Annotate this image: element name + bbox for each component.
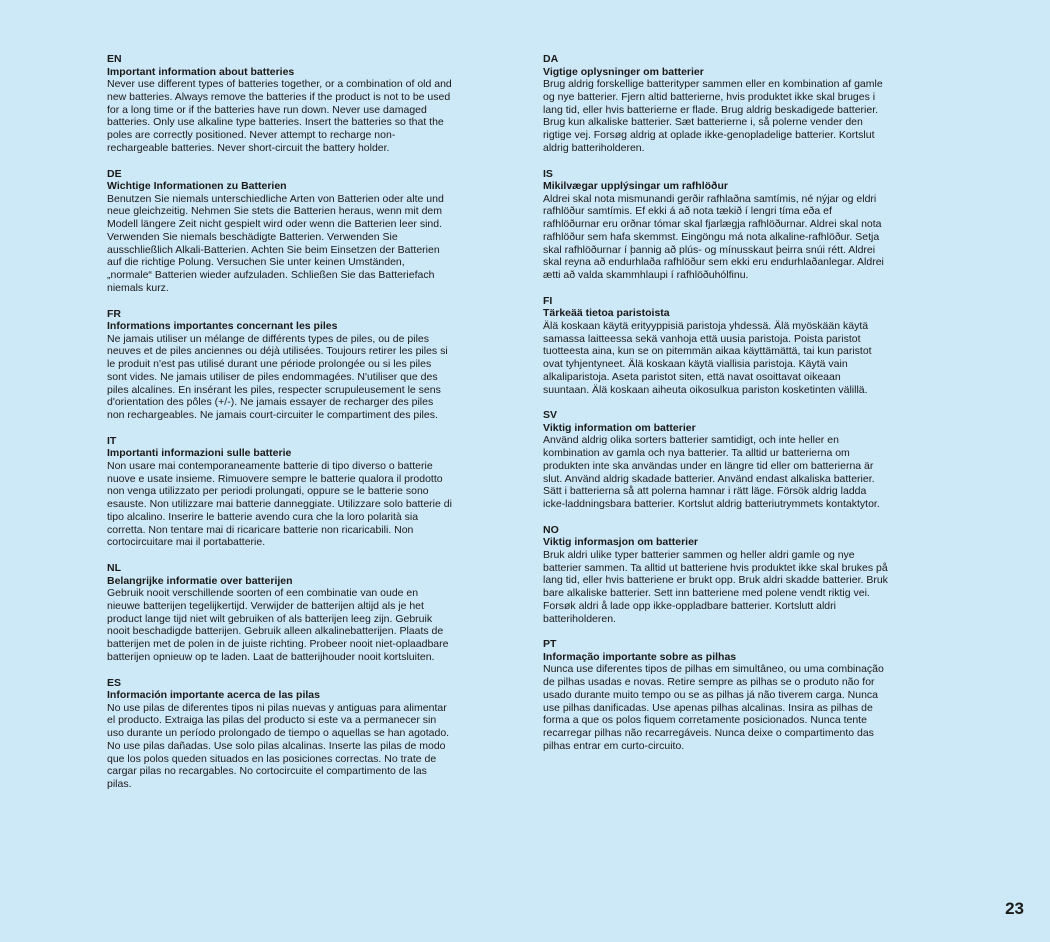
section-heading: Informação importante sobre as pilhas <box>543 650 737 663</box>
section-heading: Wichtige Informationen zu Batterien <box>107 180 287 192</box>
section-body: Non usare mai contemporaneamente batterie di tipo diverso o batterie nuove e usate insieme. Rimuovere sempre le batterie qualora il prodotto non venga utilizzato per periodi prolungati, oppure se le batterie sono esauste. Non utilizzare mai batterie danneggiate. Utilizzare solo batterie di tipo alcalino. Inserire le batterie avendo cura che la loro polarità sia corretta. Non tentare mai di ricaricare batterie non ricaricabili. Non cortocircuitare mai il portabatterie. <box>107 459 452 549</box>
language-code: PT <box>543 638 557 651</box>
section-heading: Tärkeää tietoa paristoista <box>543 307 670 320</box>
section-body: Nunca use diferentes tipos de pilhas em simultâneo, ou uma combinação de pilhas usadas e novas. Retire sempre as pilhas se o produto não for usado durante muito tempo ou se as pilhas já não tiverem carga. Nunca use pilhas danificadas. Use apenas pilhas alcalinas. Insira as pilhas de forma a que os polos fiquem corretamente posicionados. Nunca tente recarregar pilhas não recarregáveis. Nunca deixe o compartimento das pilhas entrar em curto-circuito. <box>543 663 884 752</box>
section-heading: Vigtige oplysninger om batterier <box>543 65 704 78</box>
section-heading: Mikilvægar upplýsingar um rafhlöður <box>543 180 728 192</box>
section-nl <box>107 562 452 664</box>
section-it <box>107 435 452 549</box>
language-code: FR <box>107 307 121 320</box>
section-da <box>543 53 888 155</box>
section-heading: Informations importantes concernant les piles <box>107 320 338 332</box>
section-heading: Información importante acerca de las pilas <box>107 689 320 701</box>
language-code: DA <box>543 53 559 65</box>
section-sv <box>543 409 888 511</box>
section-heading: Belangrijke informatie over batterijen <box>107 574 293 587</box>
language-code: SV <box>543 409 558 422</box>
right-column <box>543 53 888 766</box>
section-de <box>107 168 452 295</box>
section-body: Brug aldrig forskellige batterityper sammen eller en kombination af gamle og nye batterier. Fjern altid batterierne, hvis produktet ikke skal bruges i lang tid, eller hvis batterierne er flade. Brug aldrig beskadigede batterier. Brug kun alkaliske batterier. Sæt batterierne i, så polerne vender den rigtige vej. Forsøg aldrig at oplade ikke-genopladelige batterier. Kortslut aldrig batteriholderen. <box>543 78 883 154</box>
section-is <box>543 168 888 282</box>
section-body: No use pilas de diferentes tipos ni pilas nuevas y antiguas para alimentar el producto. Extraiga las pilas del producto si este va a permanecer sin uso durante un período prolongado de tiempo o aquellas se han agotado. No use pilas dañadas. Use solo pilas alcalinas. Inserte las pilas de modo que los polos queden situados en las posiciones correctas. No trate de cargar pilas no recargables. No cortocircuite el compartimento de las pilas. <box>107 701 450 790</box>
section-en <box>107 53 452 155</box>
section-fr <box>107 308 452 422</box>
section-body: Ne jamais utiliser un mélange de différents types de piles, ou de piles neuves et de piles anciennes ou déjà utilisées. Toujours retirer les piles si le produit n'est pas utilisé durant une période prolongée ou si les piles sont vides. Ne jamais utiliser de piles endommagées. N'utiliser que des piles alcalines. En insérant les piles, respecter scrupuleusement le sens d'orientation des pôles (+/-). Ne jamais essayer de recharger des piles non rechargeables. Ne jamais court-circuiter le compartiment des piles. <box>107 332 448 421</box>
section-fi <box>543 295 888 397</box>
language-code: EN <box>107 53 122 65</box>
section-body: Gebruik nooit verschillende soorten of een combinatie van oude en nieuwe batterijen tegelijkertijd. Verwijder de batterijen altijd als je het product lange tijd niet wilt gebruiken of als batterijen leeg zijn. Gebruik nooit beschadigde batterijen. Gebruik alleen alkalinebatterijen. Plaats de batterijen met de polen in de juiste richting. Probeer nooit niet-oplaadbare batterijen opnieuw op te laden. Laat de batterijhouder nooit kortsluiten. <box>107 587 449 663</box>
section-no <box>543 524 888 626</box>
language-code: FI <box>543 294 553 307</box>
language-code: IS <box>543 167 553 180</box>
section-body: Aldrei skal nota mismunandi gerðir rafhlaðna samtímis, né nýjar og eldri rafhlöður samtímis. Ef ekki á að nota tækið í lengri tíma eða ef rafhlöðurnar eru orðnar tómar skal fjarlægja rafhlöðurnar. Aldrei skal nota rafhlöður sem hafa skemmst. Eingöngu má nota alkaline-rafhlöður. Setja skal rafhlöðurnar í þannig að plús- og mínusskaut þeirra snúi rétt. Aldrei skal reyna að endurhlaða rafhlöður sem ekki eru endurhlaðanlegar. Aldrei ætti að valda skammhlaupi í rafhlöðuhólfinu. <box>543 192 884 281</box>
section-pt <box>543 638 888 752</box>
section-body: Älä koskaan käytä erityyppisiä paristoja yhdessä. Älä myöskään käytä samassa laitteessa sekä vanhoja että uusia paristoja. Poista paristot tuotteesta aina, kun se on pitemmän aikaa käyttämättä, tai kun paristot ovat tyhjentyneet. Älä koskaan käytä viallisia paristoja. Käytä vain alkaliparistoja. Aseta paristot siten, että navat osoittavat oikeaan suuntaan. Älä koskaan aiheuta oikosulkua pariston kosketinten välillä. <box>543 319 872 396</box>
section-es <box>107 677 452 791</box>
left-column <box>107 53 452 804</box>
section-body: Använd aldrig olika sorters batterier samtidigt, och inte heller en kombination av gamla och nya batterier. Ta alltid ur batterierna om produkten inte ska användas under en längre tid eller om batterierna är slut. Använd aldrig skadade batterier. Använd endast alkaliska batterier. Sätt i batterierna så att polerna hamnar i rätt läge. Försök aldrig ladda icke-laddningsbara batterier. Kortslut aldrig batteriutrymmets kontaktytor. <box>543 434 880 510</box>
language-code: NL <box>107 562 121 574</box>
language-code: ES <box>107 676 122 689</box>
language-code: IT <box>107 434 117 447</box>
section-heading: Important information about batteries <box>107 65 295 78</box>
language-code: NO <box>543 523 559 536</box>
section-heading: Importanti informazioni sulle batterie <box>107 447 292 460</box>
section-body: Benutzen Sie niemals unterschiedliche Arten von Batterien oder alte und neue gleichzeitig. Nehmen Sie stets die Batterien heraus, wenn mit dem Modell längere Zeit nicht gespielt wird oder wenn die Batterien leer sind. Verwenden Sie niemals beschädigte Batterien. Verwenden Sie ausschließlich Alkali-Batterien. Achten Sie beim Einsetzen der Batterien auf die richtige Polung. Versuchen Sie unter keinen Umständen, „normale“ Batterien wieder aufzuladen. Schließen Sie das Batteriefach niemals kurz. <box>107 192 444 294</box>
language-code: DE <box>107 167 122 180</box>
section-body: Never use different types of batteries together, or a combination of old and new batteries. Always remove the batteries if the product is not to be used for a long time or if the batteries have run down. Never use damaged batteries. Only use alkaline type batteries. Insert the batteries so that the poles are correctly positioned. Never attempt to recharge non-rechargeable batteries. Never short-circuit the battery holder. <box>107 78 452 154</box>
section-body: Bruk aldri ulike typer batterier sammen og heller aldri gamle og nye batterier sammen. Ta alltid ut batteriene hvis produktet ikke skal brukes på lang tid, eller hvis batteriene er brukt opp. Bruk aldri skadde batterier. Bruk bare alkaliske batterier. Sett inn batteriene med polene vendt riktig vei. Forsøk aldri å lade opp ikke-oppladbare batterier. Kortslutt aldri batteriholderen. <box>543 548 888 625</box>
section-heading: Viktig information om batterier <box>543 421 696 434</box>
section-heading: Viktig informasjon om batterier <box>543 536 699 549</box>
page-number: 23 <box>1005 899 1024 918</box>
